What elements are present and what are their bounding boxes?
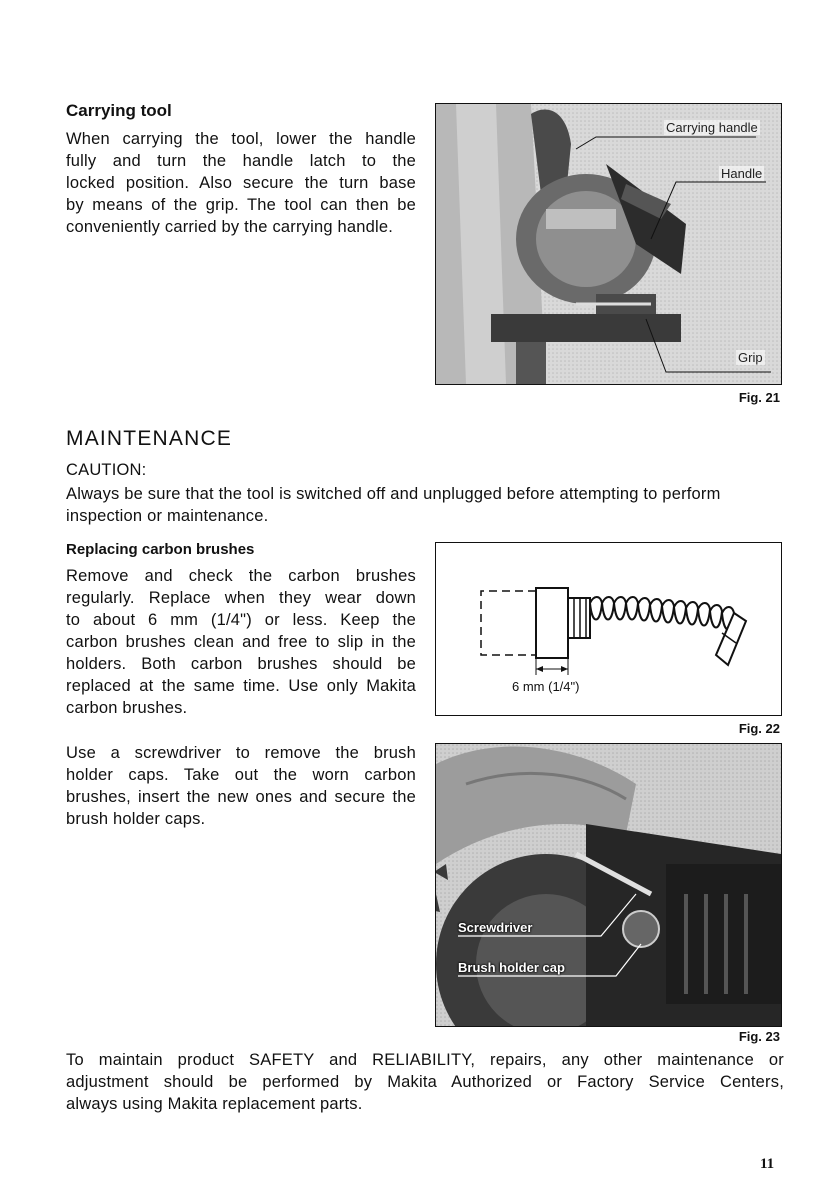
carrying-tool-line-4: by means of the grip. The tool can then be — [66, 196, 416, 214]
screwdriver-line-4: brush holder caps. — [66, 810, 206, 828]
label-brush-holder-cap: Brush holder cap — [458, 960, 565, 975]
caution-label: CAUTION: — [66, 461, 147, 479]
carrying-tool-text — [66, 128, 416, 238]
closing-line-1: To maintain product SAFETY and RELIABILITY, repairs, any other maintenance or — [66, 1051, 784, 1069]
caution-text: Always be sure that the tool is switched off and unplugged before attempting to perform inspection or maintenance. — [66, 485, 721, 525]
replacing-line-2: regularly. Replace when they wear down — [66, 589, 416, 607]
label-handle: Handle — [721, 166, 763, 181]
carrying-tool-heading: Carrying tool — [66, 101, 172, 120]
label-carrying-handle: Carrying handle — [666, 120, 758, 135]
carrying-tool-line-5: conveniently carried by the carrying handle. — [66, 218, 394, 236]
replacing-line-7: carbon brushes. — [66, 699, 188, 717]
replacing-text — [66, 565, 416, 719]
dimension-label: 6 mm (1/4") — [512, 679, 580, 694]
fig23-illustration — [436, 744, 781, 1026]
replacing-line-4: carbon brushes clean and free to slip in the — [66, 633, 416, 651]
replacing-heading: Replacing carbon brushes — [66, 541, 255, 558]
label-screwdriver: Screwdriver — [458, 920, 533, 935]
carrying-tool-line-2: fully and turn the handle latch to the — [66, 152, 416, 170]
maintenance-heading: MAINTENANCE — [66, 427, 233, 450]
label-grip: Grip — [738, 350, 763, 365]
fig22-caption: Fig. 22 — [738, 721, 780, 736]
screwdriver-text — [66, 742, 416, 830]
fig23-photo — [435, 743, 782, 1027]
fig23-caption: Fig. 23 — [738, 1029, 780, 1044]
carbon-brush-illustration — [436, 543, 781, 715]
closing-line-3: always using Makita replacement parts. — [66, 1095, 363, 1113]
screwdriver-line-2: holder caps. Take out the worn carbon — [66, 766, 416, 784]
screwdriver-line-3: brushes, insert the new ones and secure the — [66, 788, 416, 806]
replacing-line-6: replaced at the same time. Use only Makita — [66, 677, 416, 695]
screwdriver-line-1: Use a screwdriver to remove the brush — [66, 744, 416, 762]
replacing-line-3: to about 6 mm (1/4") or less. Keep the — [66, 611, 416, 629]
carrying-tool-line-1: When carrying the tool, lower the handle — [66, 130, 416, 148]
closing-line-2: adjustment should be performed by Makita Authorized or Factory Service Centers, — [66, 1073, 784, 1091]
fig21-illustration — [436, 104, 781, 384]
fig22-diagram — [435, 542, 782, 716]
fig21-caption: Fig. 21 — [738, 390, 780, 405]
closing-text — [66, 1049, 784, 1115]
replacing-line-5: holders. Both carbon brushes should be — [66, 655, 416, 673]
carrying-tool-line-3: locked position. Also secure the turn base — [66, 174, 416, 192]
fig21-photo — [435, 103, 782, 385]
replacing-line-1: Remove and check the carbon brushes — [66, 567, 416, 585]
page-number: 11 — [760, 1156, 775, 1172]
